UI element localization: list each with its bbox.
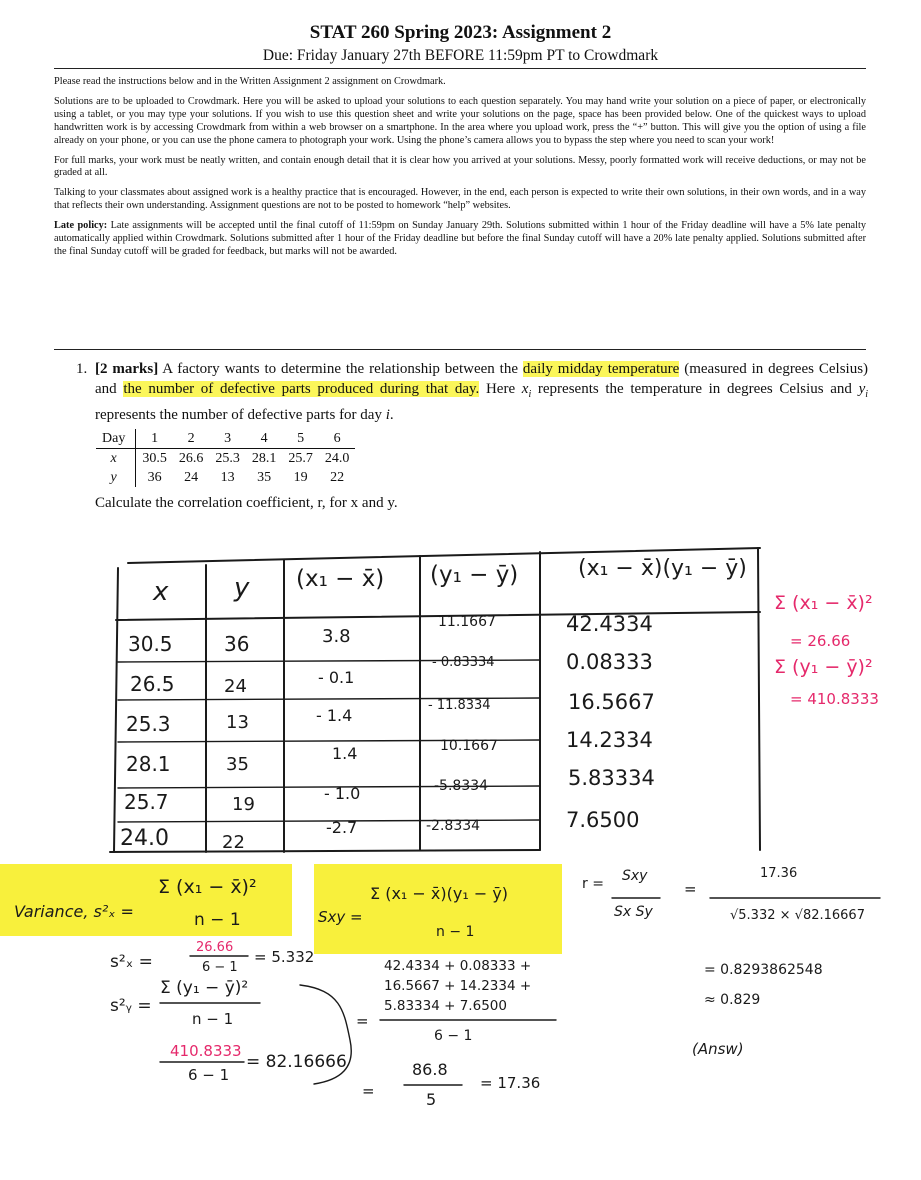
r-formula-denominator: Sx Sy — [614, 904, 653, 920]
sx2-value: = 5.332 — [254, 948, 315, 966]
sxy-fraction-numerator: 86.8 — [412, 1060, 448, 1079]
sum-x-squared-value: = 26.66 — [790, 632, 851, 650]
question-text-e: represents the number of defective parts for day — [95, 407, 382, 423]
x-cell: 26.6 — [178, 450, 204, 466]
hw-cell: 1.4 — [332, 744, 358, 763]
grid-right-line — [758, 548, 760, 850]
x-cell: 30.5 — [142, 450, 167, 466]
hw-cell: - 1.0 — [324, 784, 361, 803]
sxy-equals-1: = — [356, 1012, 369, 1030]
sy2-label: s²ᵧ = — [110, 996, 152, 1016]
variance-label: Variance, s²ₓ = — [14, 902, 134, 921]
variance-formula-denominator: n − 1 — [194, 910, 241, 930]
hw-header-x: x — [153, 577, 169, 607]
sy2-denominator: n − 1 — [192, 1010, 234, 1028]
hw-cell: 26.5 — [130, 672, 175, 696]
late-policy-text: Late assignments will be accepted until the final cutoff of 11:59pm on Sunday January 29th. Solutions submitted within 1 hour of the Friday deadline will have a 5% late penalty automatically applied within Crowdmark. Solutions submitted after 1 hour of the Friday deadline but before the final Sunday cutoff will have a 20% late penalty applied. Solutions submitted after the final Sunday cutoff will be graded for feedback, but marks will not be awarded. — [54, 220, 866, 257]
hw-cell: 19 — [232, 794, 255, 815]
day-cell: 4 — [246, 429, 283, 449]
hw-cell: - 11.8334 — [428, 698, 491, 713]
r-value-denominator: √5.332 × √82.16667 — [730, 908, 865, 923]
sy2-numerator: Σ (y₁ − ȳ)² — [160, 978, 249, 998]
hw-header-ydev: (y₁ − ȳ) — [430, 562, 519, 588]
hw-cell: -5.8334 — [434, 778, 489, 794]
hw-cell: 25.7 — [124, 790, 169, 814]
hw-header-xdev: (x₁ − x̄) — [296, 566, 385, 592]
sub-i-y: i — [865, 389, 869, 400]
sx2-label: s²ₓ = — [110, 952, 153, 972]
sxy-sum-denominator: 6 − 1 — [434, 1028, 473, 1044]
sxy-formula-numerator: Σ (x₁ − x̄)(y₁ − ȳ) — [370, 884, 509, 903]
x-cell: 25.7 — [288, 450, 313, 466]
highlight-defective: the number of defective parts produced during that day. — [123, 381, 480, 397]
answer-label: (Answ) — [692, 1040, 744, 1058]
y-cell: 24 — [184, 469, 199, 485]
x-cell: 24.0 — [324, 450, 350, 466]
grid-left-line — [114, 568, 118, 852]
question-period: . — [389, 407, 394, 423]
r-rounded: ≈ 0.829 — [704, 992, 761, 1008]
var-i: i — [385, 407, 390, 423]
grid-bottom-line — [110, 850, 540, 852]
day-cell: 2 — [173, 429, 210, 449]
hw-cell: -2.8334 — [426, 818, 481, 834]
sxy-value: = 17.36 — [480, 1074, 541, 1092]
sum-x-squared: Σ (x₁ − x̄)² — [774, 592, 873, 614]
question-number: 1. — [76, 361, 88, 377]
hw-cell: 30.5 — [128, 632, 173, 656]
question-text-d: represents the temperature in degrees Celsius and — [537, 381, 852, 397]
var-x: x — [521, 381, 529, 397]
sum-y-squared-value: = 410.8333 — [790, 690, 879, 708]
day-cell: 6 — [319, 429, 356, 449]
hw-cell: 7.6500 — [566, 808, 640, 832]
y-cell: 22 — [330, 469, 345, 485]
var-y: y — [858, 381, 866, 397]
assignment-title: STAT 260 Spring 2023: Assignment 2 — [309, 22, 612, 43]
r-formula-numerator: Sxy — [622, 868, 648, 884]
instruction-upload: Solutions are to be uploaded to Crowdmark. Here you will be asked to upload your solutions to each question separately. You may hand write your solution on a piece of paper, or electronically using a tablet, or you may type your solutions. If you wish to use this question sheet and write your solutions on the page, space has been provided below. One of the quickest ways to upload handwritten work is by accessing Crowdmark from within a web browser on a smartphone. In the area where you upload work, press the “+” button. This will give you the option of using a file already on your phone, or you can use the phone camera to photograph your work. Using the phone’s camera allows you to bypass the step where you need to scan your work! — [54, 95, 866, 146]
variance-highlight — [0, 864, 292, 936]
hw-header-y: y — [234, 573, 250, 603]
sx2-denominator: 6 − 1 — [202, 960, 238, 975]
x-cell: 25.3 — [215, 450, 240, 466]
hw-cell: 24 — [224, 676, 247, 697]
sxy-formula-denominator: n − 1 — [436, 924, 475, 940]
instruction-collaboration: Talking to your classmates about assigned work is a healthy practice that is encouraged. However, in the end, each person is expected to write their own solutions, in their own words, and in a way that reflects their own understanding. Assignment questions are not to be posted to homework “help” websites. — [54, 187, 866, 212]
y-label: y — [96, 468, 136, 487]
hw-cell: - 0.83334 — [432, 655, 495, 670]
day-cell: 1 — [136, 429, 173, 449]
sy2-numerator-value: 410.8333 — [170, 1042, 242, 1060]
hw-cell: 13 — [226, 712, 249, 733]
hw-cell: 10.1667 — [440, 738, 498, 754]
due-date: Due: Friday January 27th BEFORE 11:59pm PT to Crowdmark — [262, 47, 659, 64]
hw-cell: 11.1667 — [438, 614, 496, 630]
x-cell: 28.1 — [251, 450, 277, 466]
question-marks: [2 marks] — [95, 361, 159, 377]
y-cell: 19 — [293, 469, 308, 485]
y-cell: 36 — [147, 469, 162, 485]
variance-formula-numerator: Σ (x₁ − x̄)² — [158, 876, 257, 898]
question-text-b: (measured in degrees Celsius) and — [95, 361, 869, 397]
sxy-sum-line-3: 5.83334 + 7.6500 — [384, 998, 507, 1014]
sx2-numerator: 26.66 — [196, 940, 234, 955]
hw-cell: 25.3 — [126, 712, 171, 736]
y-cell: 13 — [220, 469, 235, 485]
hw-cell: 0.08333 — [566, 650, 653, 674]
hw-cell: 28.1 — [126, 752, 171, 776]
hw-cell: - 0.1 — [318, 668, 355, 687]
day-cell: 5 — [282, 429, 319, 449]
r-label: r = — [582, 876, 604, 892]
question-text-a: A factory wants to determine the relationship between the — [162, 361, 519, 377]
late-policy-label: Late policy: — [54, 220, 108, 232]
hw-cell: 22 — [222, 832, 245, 853]
hw-cell: 36 — [224, 632, 250, 656]
sxy-sum-line-2: 16.5667 + 14.2334 + — [384, 978, 532, 994]
instruction-marks: For full marks, your work must be neatly written, and contain enough detail that it is clear how you arrived at your solutions. Messy, poorly formatted work will receive deductions, or may not be graded at all. — [54, 154, 866, 179]
sy2-value: = 82.16666 — [246, 1052, 347, 1072]
hw-cell: - 1.4 — [316, 706, 353, 725]
sxy-fraction-denominator: 5 — [426, 1090, 437, 1109]
hw-cell: 24.0 — [120, 826, 169, 851]
sxy-equals-2: = — [362, 1082, 375, 1100]
r-equals: = — [684, 880, 697, 898]
x-label: x — [96, 449, 136, 469]
hw-header-product: (x₁ − x̄)(y₁ − ȳ) — [578, 556, 747, 581]
hw-cell: 3.8 — [322, 626, 351, 647]
day-label: Day — [96, 429, 136, 449]
highlight-temperature: daily midday temperature — [522, 361, 680, 377]
hw-cell: 5.83334 — [568, 766, 655, 790]
calculation-prompt: Calculate the correlation coefficient, r, for x and y. — [95, 495, 398, 511]
hw-cell: -2.7 — [326, 818, 358, 837]
question-text-c: Here — [485, 381, 516, 397]
sxy-sum-line-1: 42.4334 + 0.08333 + — [384, 958, 532, 974]
instruction-intro: Please read the instructions below and in the Written Assignment 2 assignment on Crowdmark. — [54, 76, 446, 87]
hw-cell: 42.4334 — [566, 612, 653, 636]
r-result: = 0.8293862548 — [704, 962, 823, 978]
sub-i-x: i — [528, 389, 532, 400]
sy2-denominator-value: 6 − 1 — [188, 1066, 230, 1084]
hw-cell: 14.2334 — [566, 728, 653, 752]
sxy-label: Sxy = — [318, 908, 363, 926]
y-cell: 35 — [257, 469, 272, 485]
hw-cell: 16.5667 — [568, 690, 655, 714]
r-value-numerator: 17.36 — [760, 866, 798, 881]
sum-y-squared: Σ (y₁ − ȳ)² — [774, 656, 873, 678]
hw-cell: 35 — [226, 754, 249, 775]
day-cell: 3 — [209, 429, 246, 449]
